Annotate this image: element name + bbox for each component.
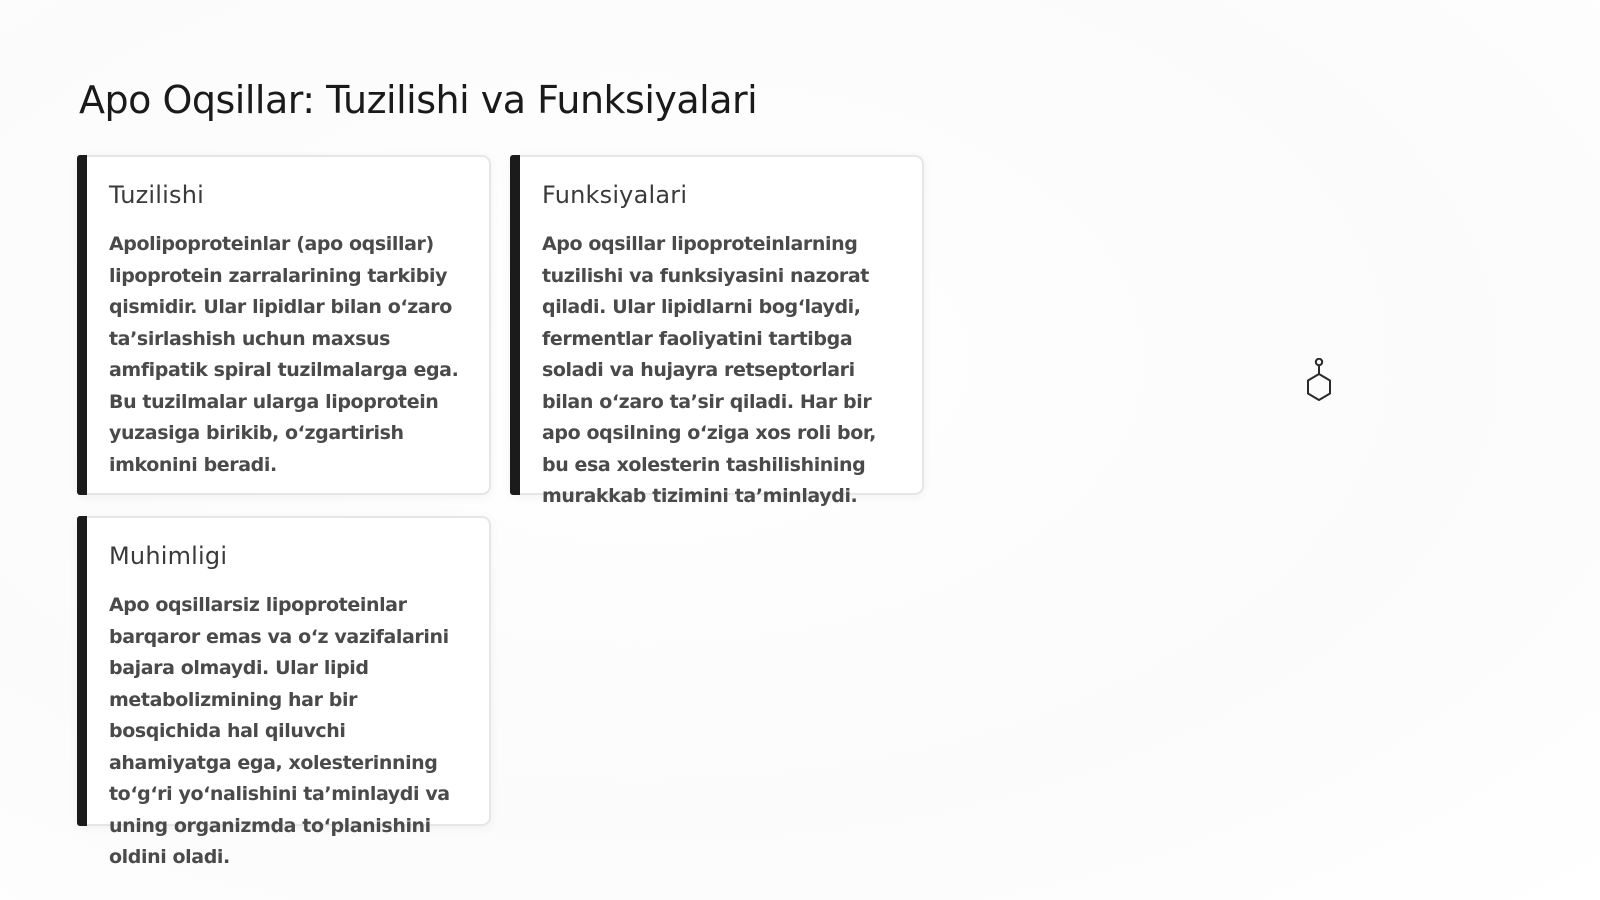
card-heading: Funksiyalari (542, 181, 688, 209)
card-body: Apolipoproteinlar (apo oqsillar) lipoprotein zarralarining tarkibiy qismidir. Ular lipidlar bilan o‘zaro ta’sirlashish uchun maxsus amfipatik spiral tuzilmalarga ega. Bu tuzilmalar ularga lipoprotein yuzasiga birikib, o‘zgartirish imkonini beradi. (109, 233, 459, 476)
card-heading: Muhimligi (109, 542, 228, 570)
card-body: Apo oqsillarsiz lipoproteinlar barqaror emas va o‘z vazifalarini bajara olmaydi. Ular lipid metabolizmining har bir bosqichida hal qiluvchi ahamiyatga ega, xolesterinning to‘g‘ri yo‘nalishini ta’minlaydi va uning organizmda to‘planishini oldini oladi. (109, 594, 450, 868)
card-tuzilishi (77, 155, 491, 495)
card-accent-bar (77, 155, 87, 495)
molecule-icon (1303, 358, 1335, 404)
card-accent-bar (510, 155, 520, 495)
card-accent-bar (77, 516, 87, 826)
card-muhimligi (77, 516, 491, 868)
card-funksiyalari (510, 155, 924, 507)
page-title: Apo Oqsillar: Tuzilishi va Funksiyalari (79, 78, 758, 122)
card-body: Apo oqsillar lipoproteinlarning tuzilishi va funksiyasini nazorat qiladi. Ular lipidlarni bog‘laydi, fermentlar faoliyatini tartibga soladi va hujayra retseptorlari bilan o‘zaro ta’sir qiladi. Har bir apo oqsilning o‘ziga xos roli bor, bu esa xolesterin tashilishining murakkab tizimini ta’minlaydi. (542, 233, 876, 507)
card-heading: Tuzilishi (109, 181, 205, 209)
